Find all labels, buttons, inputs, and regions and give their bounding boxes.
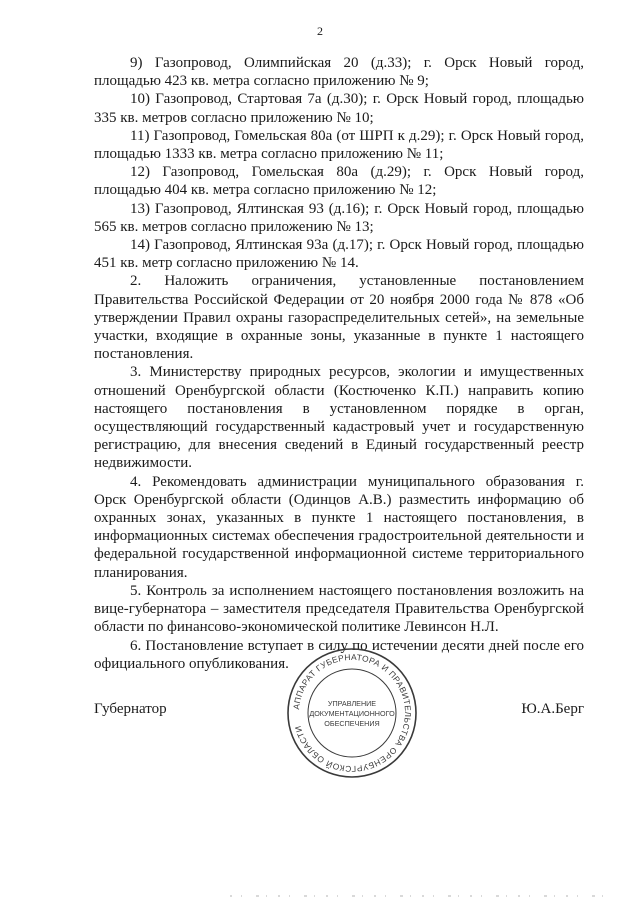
- stamp-line-2: ДОКУМЕНТАЦИОННОГО: [309, 709, 395, 718]
- paragraph-6: 6. Постановление вступает в силу по истечении десяти дней после его официального опубликования.: [94, 637, 584, 672]
- official-stamp: [285, 646, 419, 780]
- stamp-ring-text: АППАРАТ ГУБЕРНАТОРА И ПРАВИТЕЛЬСТВА ОРЕНБУРГСКОЙ ОБЛАСТИ: [291, 651, 414, 775]
- paragraph-2: 2. Наложить ограничения, установленные постановлением Правительства Российской Федерации от 20 ноября 2000 года № 878 «Об утверждении Правил охраны газораспределительных сетей», на земельные участки, входящие в охранные зоны, указанные в пункте 1 настоящего постановления.: [94, 273, 584, 363]
- list-item-9: 9) Газопровод, Олимпийская 20 (д.33); г. Орск Новый город, площадью 423 кв. метра согласно приложению № 9;: [94, 55, 584, 90]
- list-item-12: 12) Газопровод, Гомельская 80а (д.29); г. Орск Новый город, площадью 404 кв. метра согласно приложению № 12;: [94, 164, 584, 199]
- list-item-11: 11) Газопровод, Гомельская 80а (от ШРП к д.29); г. Орск Новый город, площадью 1333 кв. метра согласно приложению № 11;: [94, 127, 584, 163]
- paragraph-4: 4. Рекомендовать администрации муниципального образования г. Орск Оренбургской области (Одинцов А.В.) разместить информацию об охранных зонах, указанных в пункте 1 настоящего постановления, в информационных системах обеспечения градостроительной деятельности и федеральной государственной информационной системе территориального планирования.: [94, 473, 584, 581]
- document-body: [94, 54, 584, 673]
- signer-name: Ю.А.Берг: [521, 701, 584, 717]
- list-item-13: 13) Газопровод, Ялтинская 93 (д.16); г. Орск Новый город, площадью 565 кв. метров согласно приложению № 13;: [94, 200, 584, 235]
- list-item-14: 14) Газопровод, Ялтинская 93а (д.17); г. Орск Новый город, площадью 451 кв. метр согласно приложению № 14.: [94, 237, 584, 272]
- paragraph-3: 3. Министерству природных ресурсов, экологии и имущественных отношений Оренбургской области (Костюченко К.П.) направить копию настоящего постановления в установленном порядке в орган, осуществляющий государственный кадастровый учет и государственную регистрацию, для внесения сведений в Единый государственный реестр недвижимости.: [94, 364, 584, 472]
- signer-title: Губернатор: [94, 701, 167, 717]
- scan-artifact: [230, 894, 610, 898]
- page-number: 2: [317, 24, 323, 38]
- stamp-line-3: ОБЕСПЕЧЕНИЯ: [324, 719, 380, 728]
- list-item-10: 10) Газопровод, Стартовая 7а (д.30); г. Орск Новый город, площадью 335 кв. метров согласно приложению № 10;: [94, 91, 584, 126]
- stamp-line-1: УПРАВЛЕНИЕ: [327, 699, 377, 708]
- paragraph-5: 5. Контроль за исполнением настоящего постановления возложить на вице-губернатора – заместителя председателя Правительства Оренбургской области по финансово-экономической политике Левинсон Н.Л.: [94, 582, 584, 636]
